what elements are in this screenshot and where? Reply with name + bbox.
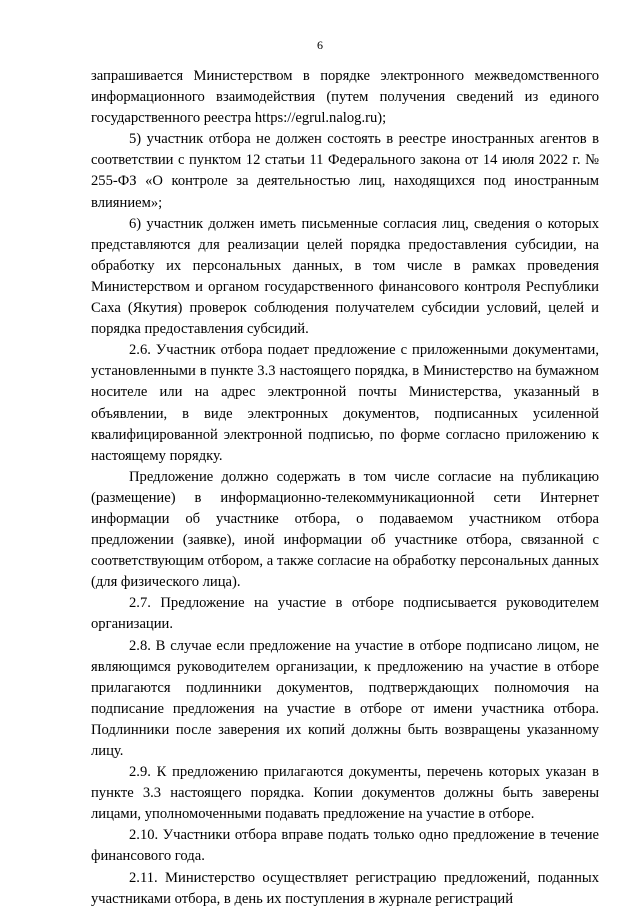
page-number: 6	[317, 38, 323, 52]
paragraph-item-6: 6) участник должен иметь письменные согласия лиц, сведения о которых представляются для реализации целей порядка предоставления субсидии, на обработку их персональных данных, в том числе в рамках проведения Министерством и органом государственного финансового контроля Республики Саха (Якутия) проверок соблюдения получателем субсидии условий, целей и порядка предоставления субсидий.	[91, 215, 599, 338]
paragraph-2-11: 2.11. Министерство осуществляет регистрацию предложений, поданных участниками отбора, в день их поступления в журнале регистраций	[91, 869, 599, 907]
paragraph-2-7: 2.7. Предложение на участие в отборе подписывается руководителем организации.	[91, 595, 599, 633]
paragraph-2-10: 2.10. Участники отбора вправе подать только одно предложение в течение финансового года.	[91, 827, 599, 865]
document-body	[91, 66, 599, 910]
paragraph-2-9: 2.9. К предложению прилагаются документы, перечень которых указан в пункте 3.3 настоящего порядка. Копии документов должны быть заверены лицами, уполномоченными подавать предложение на участие в отборе.	[91, 764, 599, 823]
paragraph-2-6: 2.6. Участник отбора подает предложение с приложенными документами, установленными в пункте 3.3 настоящего порядка, в Министерство на бумажном носителе или на адрес электронной почты Министерства, указанный в объявлении, в виде электронных документов, подписанных усиленной квалифицированной электронной подписью, по форме согласно приложению к настоящему порядку.	[91, 342, 599, 464]
paragraph-continuation: запрашивается Министерством в порядке электронного межведомственного информационного взаимодействия (путем получения сведений из единого государственного реестра https://egrul.nalog.ru);	[91, 68, 599, 127]
paragraph-item-5: 5) участник отбора не должен состоять в реестре иностранных агентов в соответствии с пунктом 12 статьи 11 Федерального закона от 14 июля 2022 г. № 255-ФЗ «О контроле за деятельностью лиц, находящихся под иностранным влиянием»;	[91, 131, 599, 211]
paragraph-proposal-content: Предложение должно содержать в том числе согласие на публикацию (размещение) в информационно-телекоммуникационной сети Интернет информации об участнике отбора, о подаваемом участником отбора предложении (заявке), иной информации об участнике отбора, связанной с соответствующим отбором, а также согласие на обработку персональных данных (для физического лица).	[91, 468, 599, 591]
paragraph-2-8: 2.8. В случае если предложение на участие в отборе подписано лицом, не являющимся руководителем организации, к предложению на участие в отборе прилагаются подлинники документов, подтверждающих полномочия на подписание предложения на участие в отборе от имени участника отбора. Подлинники после заверения их копий должны быть возвращены указанному лицу.	[91, 637, 599, 759]
